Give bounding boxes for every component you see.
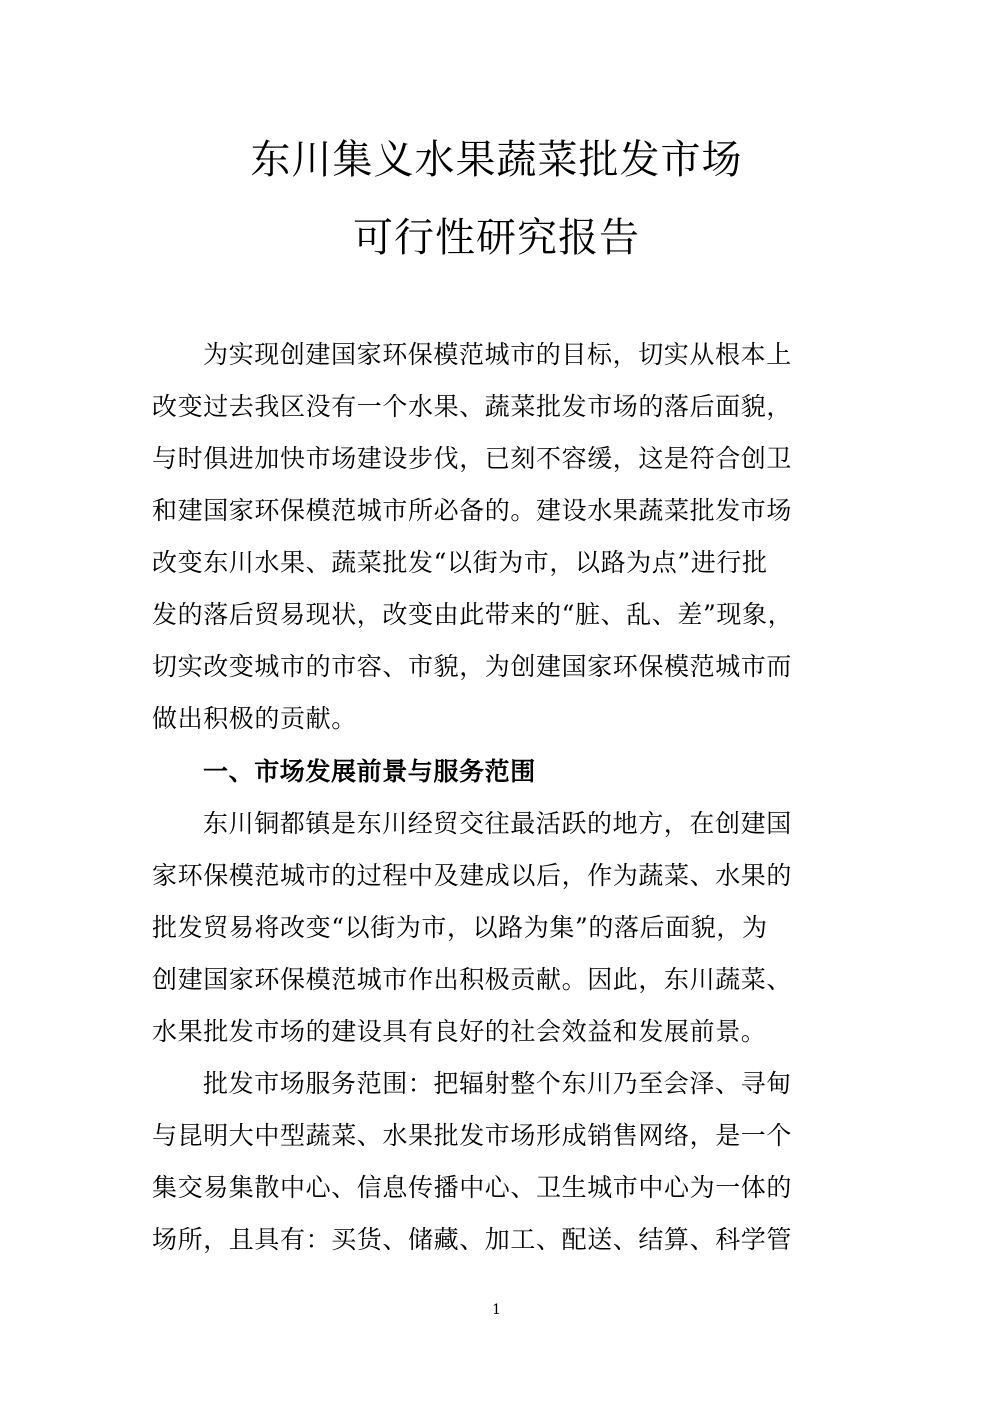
paragraph-3-line: 集交易集散中心、信息传播中心、卫生城市中心为一体的	[152, 1173, 793, 1202]
paragraph-1-line: 切实改变城市的市容、市貌，为创建国家环保模范城市而	[152, 652, 793, 681]
paragraph-2-line: 东川铜都镇是东川经贸交往最活跃的地方，在创建国	[203, 809, 792, 838]
paragraph-1-line: 做出积极的贡献。	[152, 704, 357, 733]
paragraph-2-line: 批发贸易将改变“以街为市，以路为集”的落后面貌，为	[152, 913, 768, 942]
paragraph-1-line: 改变东川水果、蔬菜批发“以街为市，以路为点”进行批	[152, 548, 768, 577]
paragraph-2-line: 家环保模范城市的过程中及建成以后，作为蔬菜、水果的	[152, 861, 793, 890]
page-number: 1	[492, 1302, 501, 1318]
paragraph-3-line: 与昆明大中型蔬菜、水果批发市场形成销售网络，是一个	[152, 1121, 793, 1150]
paragraph-2-line: 水果批发市场的建设具有良好的社会效益和发展前景。	[152, 1017, 767, 1046]
paragraph-1-line: 发的落后贸易现状，改变由此带来的“脏、乱、差”现象，	[152, 600, 794, 629]
paragraph-1-line: 与时俱进加快市场建设步伐，已刻不容缓，这是符合创卫	[152, 444, 793, 473]
document-title-line-2: 可行性研究报告	[353, 215, 640, 261]
document-title-line-1: 东川集义水果蔬菜批发市场	[250, 137, 743, 183]
paragraph-2-line: 创建国家环保模范城市作出积极贡献。因此，东川蔬菜、	[152, 965, 793, 994]
paragraph-1-line: 改变过去我区没有一个水果、蔬菜批发市场的落后面貌，	[152, 392, 793, 421]
paragraph-1-line: 和建国家环保模范城市所必备的。建设水果蔬菜批发市场	[152, 496, 793, 525]
section-heading-1: 一、市场发展前景与服务范围	[203, 757, 536, 786]
paragraph-3-line: 场所，且具有：买货、储藏、加工、配送、结算、科学管	[152, 1225, 793, 1254]
paragraph-1-line: 为实现创建国家环保模范城市的目标，切实从根本上	[203, 340, 792, 369]
paragraph-3-line: 批发市场服务范围：把辐射整个东川乃至会泽、寻甸	[203, 1069, 792, 1098]
